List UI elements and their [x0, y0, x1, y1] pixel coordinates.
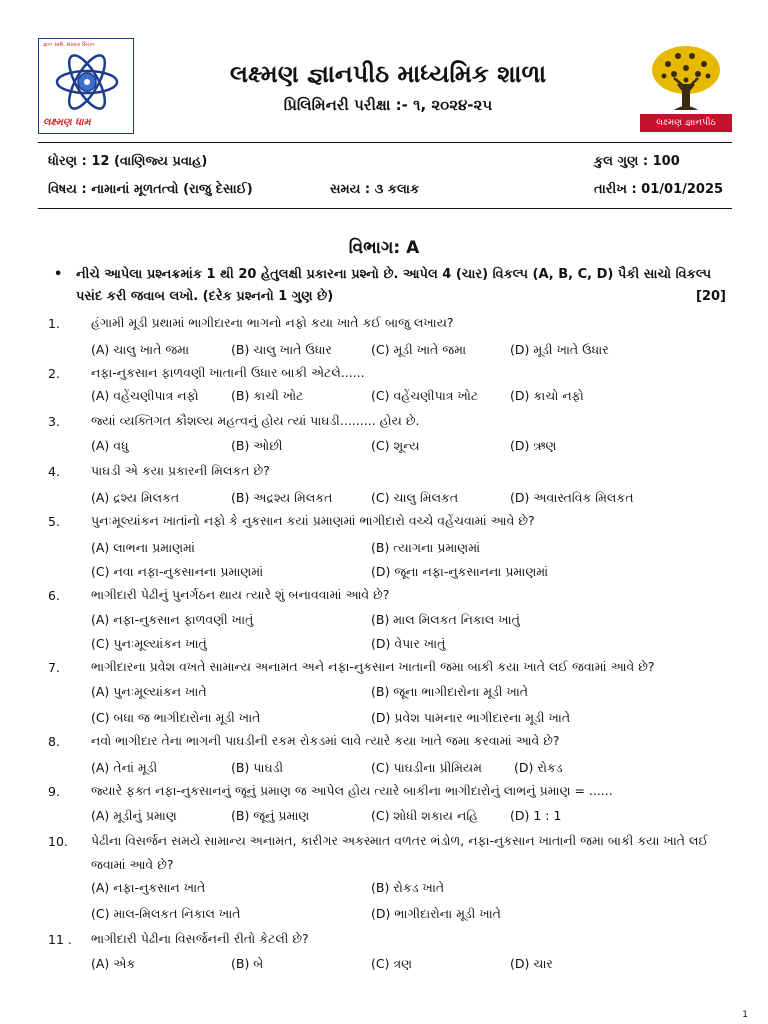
option-d: (D) ભાગીદારોના મૂડી ખાતે: [371, 906, 501, 921]
question-text: જ્યાં વ્યક્તિગત કૌશલ્ય મહત્વનું હોય ત્યાં પાઘડી......... હોય છે.: [91, 413, 420, 428]
option-a: (A) તેનાં મૂડી: [91, 760, 158, 775]
header-divider: [38, 142, 732, 143]
info-row-1: [48, 154, 722, 174]
question-number: 5.: [48, 514, 60, 529]
subject-label: વિષય : નામાનાં મૂળતત્વો (રાજુ દેસાઈ): [48, 182, 253, 197]
section-marks: [20]: [696, 289, 726, 304]
option-d: (D) 1 : 1: [510, 808, 562, 823]
section-title: વિભાગ: A: [348, 238, 420, 258]
option-b: (B) જૂનું પ્રમાણ: [231, 808, 310, 823]
question-text: પાઘડી એ કયા પ્રકારની મિલકત છે?: [91, 463, 270, 478]
option-c: (C) ત્રણ: [371, 956, 413, 971]
question-text: નફા-નુકસાન ફાળવણી ખાતાની ઉધાર બાકી એટલે......: [91, 365, 365, 380]
question-number: 3.: [48, 414, 60, 429]
option-c: (C) ચાલુ મિલકત: [371, 490, 459, 505]
option-d: (D) જૂના નફા-નુકસાનના પ્રમાણમાં: [371, 564, 549, 579]
option-b: (B) માલ મિલકત નિકાલ ખાતું: [371, 612, 520, 627]
total-marks-label: કુલ ગુણ : 100: [594, 154, 680, 169]
bullet-icon: •: [54, 267, 63, 282]
right-logo-brand: લક્ષ્મણ જ્ઞાનપીઠ: [640, 114, 732, 132]
question-text: પુનઃમૂલ્યાંકન ખાતાંનો નફો કે નુકસાન કયાં પ્રમાણમાં ભાગીદારો વચ્ચે વહેંચવામાં આવે છે?: [91, 513, 535, 528]
question-text: જ્યારે ફક્ત નફા-નુકસાનનું જૂનું પ્રમાણ જ આપેલ હોય ત્યારે બાકીના ભાગીદારોનું લાભનું પ્રમાણ = ......: [91, 783, 613, 798]
question-number: 9.: [48, 784, 60, 799]
option-b: (B) ત્યાગના પ્રમાણમાં: [371, 540, 481, 555]
option-b: (B) ઓછી: [231, 438, 283, 453]
option-d: (D) પ્રવેશ પામનાર ભાગીદારના મૂડી ખાતે: [371, 710, 571, 725]
option-a: (A) મૂડીનું પ્રમાણ: [91, 808, 177, 823]
option-a: (A) ચાલુ ખાતે જમા: [91, 342, 190, 357]
question-number: 1.: [48, 316, 60, 331]
right-school-logo: [640, 44, 732, 134]
option-d: (D) મૂડી ખાતે ઉધાર: [510, 342, 609, 357]
question-text: ભાગીદારી પેઢીના વિસર્જનની રીતો કેટલી છે?: [91, 931, 309, 946]
option-a: (A) લાભના પ્રમાણમાં: [91, 540, 195, 555]
question-number: 4.: [48, 464, 60, 479]
instruction-text: નીચે આપેલા પ્રશ્નક્રમાંક 1 થી 20 હેતુલક્ષી પ્રકારના પ્રશ્નો છે. આપેલ 4 (ચાર) વિકલ્પ (A, B, C, D) પૈકી સાચો વિકલ્પ પસંદ કરી જવાબ લખો. (દરેક પ્રશ્નનો 1 ગુણ છે): [76, 267, 712, 304]
date-label: તારીખ : 01/01/2025: [594, 182, 724, 197]
option-c: (C) શોધી શકાય નહિ: [371, 808, 479, 823]
exam-name: પ્રિલિમિનરી પરીક્ષા :- ૧, ૨૦૨૪-૨૫: [283, 96, 493, 114]
left-logo-tagline: જ્ઞાન સાથે, સંસ્કાર સિંચન: [43, 42, 95, 48]
question-number: 7.: [48, 660, 60, 675]
atom-emblem-icon: [52, 49, 122, 115]
standard-label: ધોરણ : 12 (વાણિજ્ય પ્રવાહ): [48, 154, 208, 169]
option-b: (B) અદ્રશ્ય મિલકત: [231, 490, 333, 505]
option-b: (B) જૂના ભાગીદારોના મૂડી ખાતે: [371, 684, 529, 699]
option-a: (A) એક: [91, 956, 136, 971]
option-a: (A) વહેંચણીપાત્ર નફો: [91, 388, 199, 403]
option-d: (D) ઋણ: [510, 438, 557, 453]
info-divider: [38, 208, 732, 209]
page-number: 1: [742, 1010, 748, 1020]
question-text: નવો ભાગીદાર તેના ભાગની પાઘડીની રકમ રોકડમાં લાવે ત્યારે કયા ખાતે જમા કરવામાં આવે છે?: [91, 733, 560, 748]
question-text: હંગામી મૂડી પ્રથામાં ભાગીદારના ભાગનો નફો કયા ખાતે કઈ બાજુ લખાય?: [91, 315, 454, 330]
option-d: (D) રોકડ: [514, 760, 563, 775]
question-number: 10.: [48, 834, 68, 849]
option-d: (D) વેપાર ખાતું: [371, 636, 446, 651]
info-row-2: [48, 182, 722, 202]
question-number: 2.: [48, 366, 60, 381]
option-c: (C) માલ-મિલકત નિકાલ ખાતે: [91, 906, 241, 921]
left-logo-brand: લક્ષ્મણ ધામ: [43, 117, 91, 128]
option-b: (B) પાઘડી: [231, 760, 284, 775]
question-text: ભાગીદારી પેઢીનું પુનર્ગઠન થાય ત્યારે શું બનાવવામાં આવે છે?: [91, 587, 390, 602]
question-text: પેઢીના વિસર્જન સમયે સામાન્ય અનામત, કારીગર અકસ્માત વળતર ભંડોળ, નફા-નુકસાન ખાતાની જમા બાકી કયા ખાતે લઈ જવામાં આવે છે?: [91, 833, 709, 872]
option-a: (A) દ્રશ્ય મિલકત: [91, 490, 180, 505]
option-c: (C) પુનઃમૂલ્યાંકન ખાતું: [91, 636, 207, 651]
option-a: (A) પુનઃમૂલ્યાંકન ખાતે: [91, 684, 207, 699]
option-b: (B) કાચી ખોટ: [231, 388, 304, 403]
question-text: ભાગીદારના પ્રવેશ વખતે સામાન્ય અનામત અને નફા-નુકસાન ખાતાની જમા બાકી કયા ખાતે લઈ જવામાં આવે છે?: [91, 659, 655, 674]
question-number: 8.: [48, 734, 60, 749]
option-c: (C) પાઘડીના પ્રીમિયમ: [371, 760, 482, 775]
option-c: (C) વહેંચણીપાત્ર ખોટ: [371, 388, 479, 403]
option-d: (D) અવાસ્તવિક મિલકત: [510, 490, 634, 505]
option-c: (C) બધા જ ભાગીદારોના મૂડી ખાતે: [91, 710, 261, 725]
school-name: લક્ષ્મણ જ્ઞાનપીઠ માધ્યમિક શાળા: [229, 60, 547, 88]
option-b: (B) રોકડ ખાતે: [371, 880, 445, 895]
option-c: (C) નવા નફા-નુકસાનના પ્રમાણમાં: [91, 564, 264, 579]
option-a: (A) નફા-નુકસાન ખાતે: [91, 880, 206, 895]
option-d: (D) કાચો નફો: [510, 388, 584, 403]
page-header: [38, 38, 732, 138]
option-d: (D) ચાર: [510, 956, 553, 971]
option-a: (A) વધુ: [91, 438, 129, 453]
time-label: સમય : ૩ કલાક: [330, 182, 420, 197]
option-c: (C) મૂડી ખાતે જમા: [371, 342, 467, 357]
tree-emblem-icon: [648, 44, 724, 114]
question-number: 11 .: [48, 932, 72, 947]
question-number: 6.: [48, 588, 60, 603]
option-c: (C) શૂન્ય: [371, 438, 420, 453]
option-a: (A) નફા-નુકસાન ફાળવણી ખાતું: [91, 612, 254, 627]
option-b: (B) બે: [231, 956, 264, 971]
left-school-logo: [38, 38, 134, 134]
option-b: (B) ચાલુ ખાતે ઉધાર: [231, 342, 332, 357]
